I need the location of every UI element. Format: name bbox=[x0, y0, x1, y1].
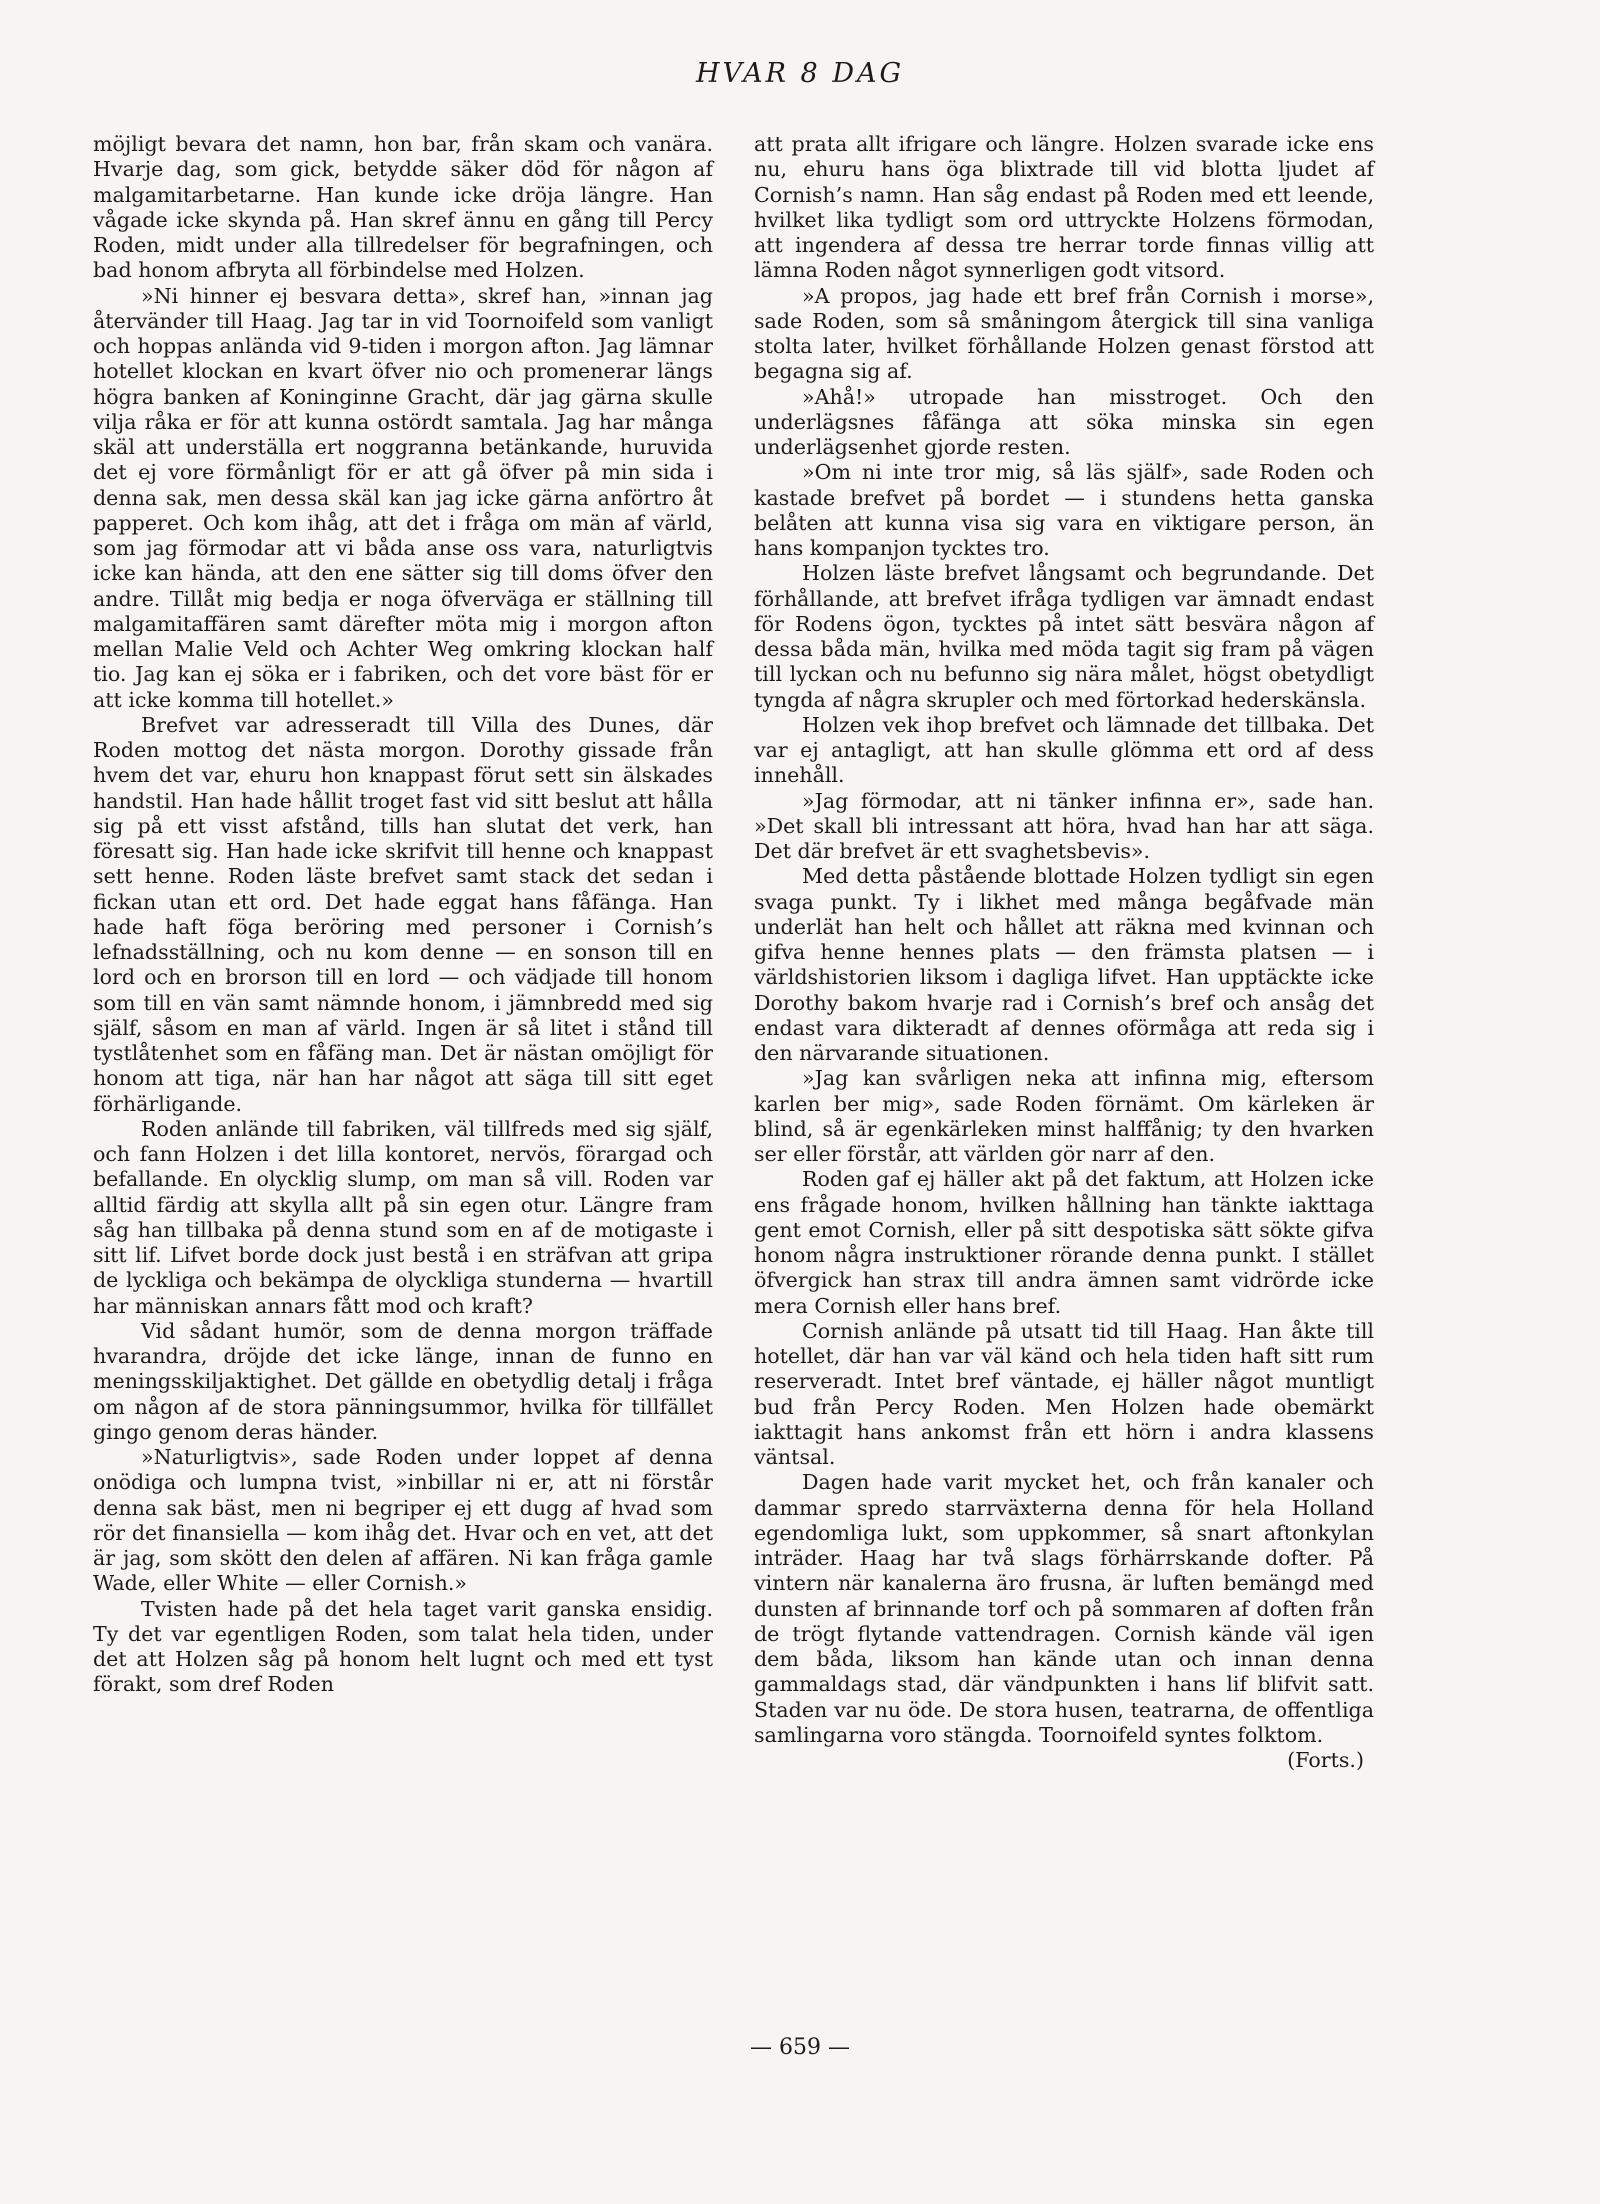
paragraph: Cornish anlände på utsatt tid till Haag. Han åkte till hotellet, där han var väl känd och hela tiden haft sitt rum reserveradt. Intet bref väntade, ej häller något muntligt bud från Percy Roden. Men Holzen hade obemärkt iakttagit hans ankomst från ett hörn i andra klassens väntsal. bbox=[754, 1318, 1374, 1469]
paragraph: möjligt bevara det namn, hon bar, från skam och vanära. Hvarje dag, som gick, betydde säker död för någon af malgamitarbetarne. Han kunde icke dröja längre. Han vågade icke skynda på. Han skref ännu en gång till Percy Roden, midt under alla tillredelser för begrafningen, och bad honom afbryta all förbindelse med Holzen. bbox=[93, 132, 713, 283]
left-column bbox=[93, 132, 713, 1698]
paragraph: Roden gaf ej häller akt på det faktum, att Holzen icke ens frågade honom, hvilken hållning han tänkte iakttaga gent emot Cornish, eller på sitt despotiska sätt sökte gifva honom några instruktioner rörande denna punkt. I stället öfvergick han strax till andra ämnen samt vidrörde icke mera Cornish eller hans bref. bbox=[754, 1167, 1374, 1318]
paragraph: Holzen vek ihop brefvet och lämnade det tillbaka. Det var ej antagligt, att han skulle glömma ett ord af dess innehåll. bbox=[754, 712, 1374, 788]
paragraph: »Jag kan svårligen neka att infinna mig, eftersom karlen ber mig», sade Roden förnämt. Om kärleken är blind, så är egenkärleken minst halffånig; ty den hvarken ser eller förstår, att världen gör narr af den. bbox=[754, 1066, 1374, 1166]
paragraph: »Ni hinner ej besvara detta», skref han, »innan jag återvänder till Haag. Jag tar in vid Toornoifeld som vanligt och hoppas anlända vid 9-tiden i morgon afton. Jag lämnar hotellet klockan en kvart öfver nio och promenerar längs högra banken af Koninginne Gracht, där jag gärna skulle vilja råka er för att kunna ostördt samtala. Jag har många skäl att underställa ert noggranna betänkande, huruvida det ej vore förmånligt för er att gå öfver på min sida i denna sak, men dessa skäl kan jag icke gärna anförtro åt papperet. Och kom ihåg, att det i fråga om män af värld, som jag förmodar att vi båda anse oss vara, naturligtvis icke kan hända, att den ene sätter sig till doms öfver den andre. Tillåt mig bedja er noga öfverväga er ställning till malgamitaffären samt därefter möta mig i morgon afton mellan Malie Veld och Achter Weg omkring klockan half tio. Jag kan ej söka er i fabriken, och det vore bäst för er att icke komma till hotellet.» bbox=[93, 283, 713, 712]
paragraph: att prata allt ifrigare och längre. Holzen svarade icke ens nu, ehuru hans öga blixtrade till vid blotta ljudet af Cornish’s namn. Han såg endast på Roden med ett leende, hvilket lika tydligt som ord uttryckte Holzens förmodan, att ingendera af dessa tre herrar torde finnas villig att lämna Roden något synnerligen godt vitsord. bbox=[754, 132, 1374, 283]
paragraph: Tvisten hade på det hela taget varit ganska ensidig. Ty det var egentligen Roden, som talat hela tiden, under det att Holzen såg på honom helt lugnt och med ett tyst förakt, som dref Roden bbox=[93, 1596, 713, 1697]
paragraph: Roden anlände till fabriken, väl tillfreds med sig själf, och fann Holzen i det lilla kontoret, nervös, förargad och befallande. En olycklig slump, om man så vill. Roden var alltid färdig att skylla allt på sin egen otur. Längre fram såg han tillbaka på denna stund som en af de motigaste i sitt lif. Lifvet borde dock just bestå i en sträfvan att gripa de lyckliga och bekämpa de olyckliga stunderna — hvartill har människan annars fått mod och kraft? bbox=[93, 1116, 713, 1318]
paragraph: (Forts.) bbox=[1287, 1748, 1364, 1772]
paragraph: Vid sådant humör, som de denna morgon träffade hvarandra, dröjde det icke länge, innan de funno en meningsskiljaktighet. Det gällde en obetydlig detalj i fråga om någon af de stora pänningsummor, hvilka för tillfället gingo genom deras händer. bbox=[93, 1318, 713, 1444]
paragraph: Dagen hade varit mycket het, och från kanaler och dammar spredo starrväxterna denna för hela Holland egendomliga lukt, som uppkommer, så snart aftonkylan inträder. Haag har två slags förhärrskande dofter. På vintern när kanalerna äro frusna, är luften bemängd med dunsten af brinnande torf och på sommaren af doften från de trögt flytande vattendragen. Cornish kände väl igen dem båda, liksom han kände utan och innan denna gammaldags stad, där vändpunkten i hans lif blifvit satt. Staden var nu öde. De stora husen, teatrarna, de offentliga samlingarna voro stängda. Toornoifeld syntes folktom. bbox=[754, 1470, 1374, 1747]
right-column bbox=[754, 132, 1374, 1773]
paragraph: Med detta påstående blottade Holzen tydligt sin egen svaga punkt. Ty i likhet med många begåfvade män underlät han helt och hållet att räkna med kvinnan och gifva henne hennes plats — den främsta platsen — i världshistorien liksom i dagliga lifvet. Han upptäckte icke Dorothy bakom hvarje rad i Cornish’s bref och ansåg det endast vara dikteradt af dennes oförmåga att reda sig i den närvarande situationen. bbox=[754, 864, 1374, 1065]
paragraph: Brefvet var adresseradt till Villa des Dunes, där Roden mottog det nästa morgon. Dorothy gissade från hvem det var, ehuru hon knappast förut sett sin älskades handstil. Han hade hållit troget fast vid sitt beslut att hålla sig på ett visst afstånd, tills han slutat det verk, han föresatt sig. Han hade icke skrifvit till henne och knappast sett henne. Roden läste brefvet samt stack det sedan i fickan utan ett ord. Det hade eggat hans fåfänga. Han hade haft föga beröring med personer i Cornish’s lefnadsställning, och nu kom denne — en sonson till en lord och en brorson till en lord — och vädjade till honom som till en vän samt nämnde honom, i jämnbredd med sig själf, såsom en man af värld. Ingen är så litet i stånd till tystlåtenhet som en fåfäng man. Det är nästan omöjligt för honom att tiga, när han har något att säga till sitt eget förhärligande. bbox=[93, 712, 713, 1116]
paragraph: »A propos, jag hade ett bref från Cornish i morse», sade Roden, som så småningom återgick till sina vanliga stolta later, hvilket förhållande Holzen genast förstod att begagna sig af. bbox=[754, 283, 1374, 384]
paragraph: »Om ni inte tror mig, så läs själf», sade Roden och kastade brefvet på bordet — i stundens hetta ganska belåten att kunna visa sig vara en viktigare person, än hans kompanjon tycktes tro. bbox=[754, 460, 1374, 560]
text-columns bbox=[0, 132, 1600, 2032]
paragraph: Holzen läste brefvet långsamt och begrundande. Det förhållande, att brefvet ifråga tydligen var ämnadt endast för Rodens ögon, tycktes på intet sätt besvära någon af dessa båda män, hvilka med möda tagit sig fram på vägen till lyckan och nu befunno sig nära målet, högst obetydligt tyngda af några skrupler och med förtorkad hederskänsla. bbox=[754, 561, 1374, 712]
paragraph: »Naturligtvis», sade Roden under loppet af denna onödiga och lumpna tvist, »inbillar ni er, att ni förstår denna sak bäst, men ni begriper ej ett dugg af hvad som rör det finansiella — kom ihåg det. Hvar och en vet, att det är jag, som skött den delen af affären. Ni kan fråga gamle Wade, eller White — eller Cornish.» bbox=[93, 1445, 713, 1596]
page-number: — 659 — bbox=[750, 2035, 850, 2060]
paragraph: »Jag förmodar, att ni tänker infinna er», sade han. »Det skall bli intressant att höra, hvad han har att säga. Det där brefvet är ett svaghetsbevis». bbox=[754, 788, 1374, 863]
paragraph: »Ahå!» utropade han misstroget. Och den underlägsnes fåfänga att söka minska sin egen underlägsenhet gjorde resten. bbox=[754, 384, 1374, 459]
running-header: HVAR 8 DAG bbox=[695, 58, 905, 89]
